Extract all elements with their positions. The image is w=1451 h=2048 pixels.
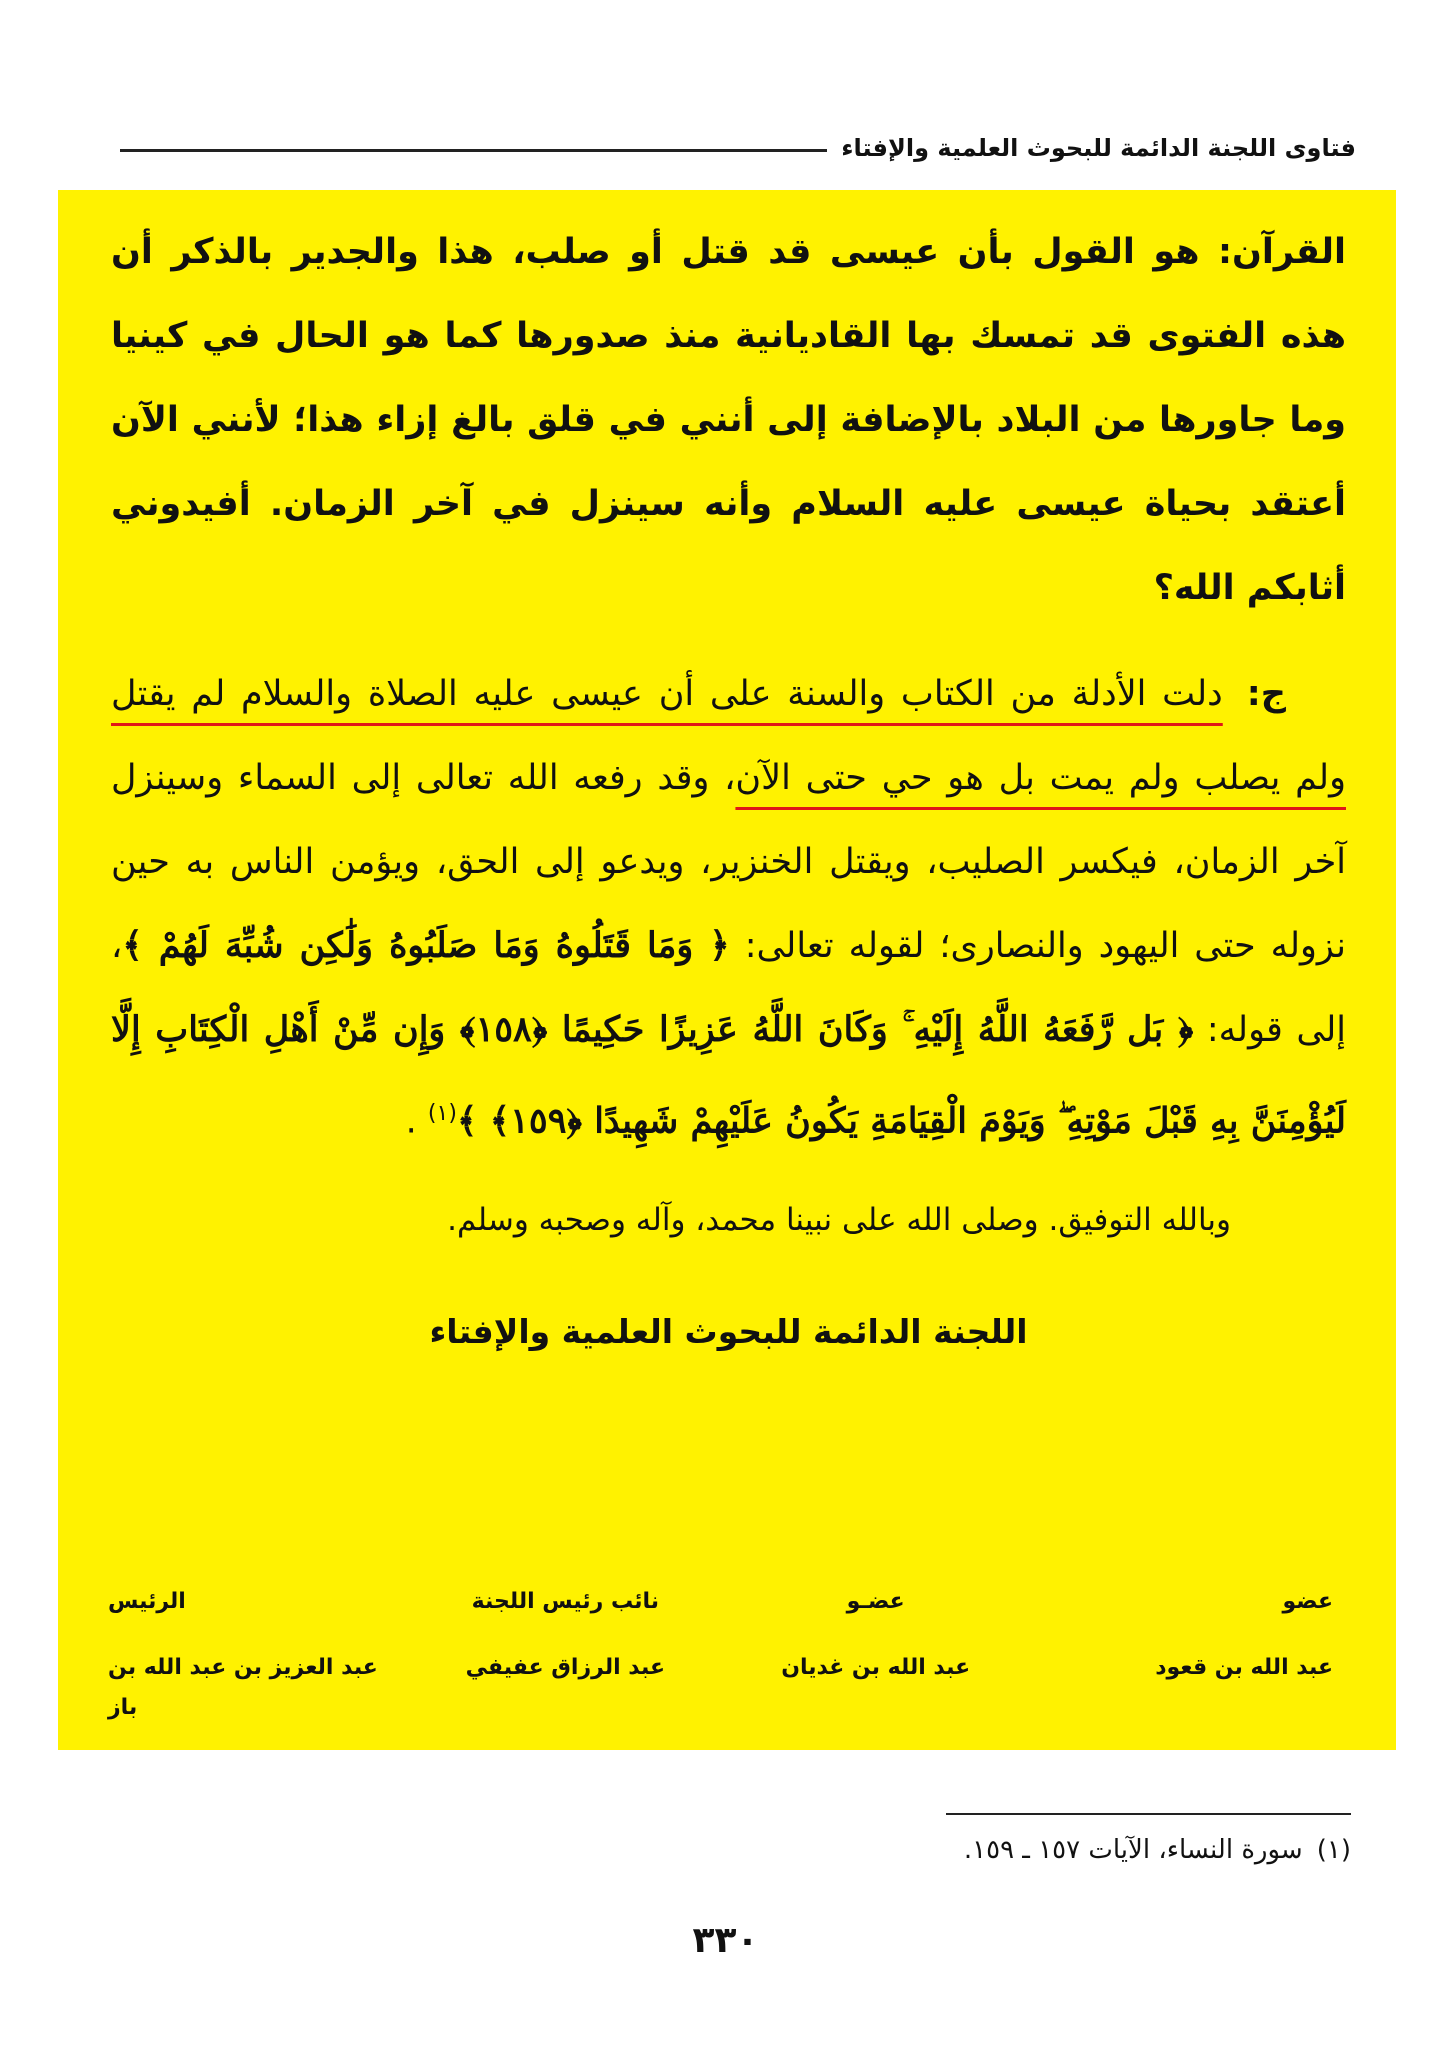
answer-end-mark: . bbox=[405, 1101, 417, 1142]
signatures-row bbox=[108, 1582, 1333, 1728]
signature-chairman bbox=[108, 1582, 402, 1728]
signature-member-1 bbox=[1039, 1582, 1333, 1728]
answer-paragraph bbox=[111, 652, 1346, 1164]
quran-verse-2: ﴿ بَل رَّفَعَهُ اللَّهُ إِلَيْهِ ۚ وَكَانَ اللَّهُ عَزِيزًا حَكِيمًا ﴿١٥٨﴾ وَإِن مِّنْ أَهْلِ الْكِتَابِ إِلَّا لَيُؤْمِنَنَّ بِهِ قَبْلَ مَوْتِهِ ۖ وَيَوْمَ الْقِيَامَةِ يَكُونُ عَلَيْهِمْ شَهِيدًا ﴿١٥٩﴾ ﴾ bbox=[111, 1009, 1346, 1142]
running-header bbox=[120, 128, 1356, 168]
signature-role: عضـو bbox=[846, 1589, 905, 1614]
footnote-number: (١) bbox=[1316, 1835, 1351, 1865]
signature-role: عضو bbox=[1282, 1589, 1333, 1614]
quran-verse-1: ﴿ وَمَا قَتَلُوهُ وَمَا صَلَبُوهُ وَلَٰكِن شُبِّهَ لَهُمْ ﴾ bbox=[122, 925, 730, 966]
signature-name: عبد الله بن غديان bbox=[781, 1655, 971, 1680]
page-number: ٣٣٠ bbox=[692, 1920, 759, 1961]
fatwa-body bbox=[111, 210, 1346, 1374]
answer-label: ج: bbox=[1246, 674, 1286, 714]
question-text: القرآن: هو القول بأن عيسى قد قتل أو صلب، هذا والجدير بالذكر أن هذه الفتوى قد تمسك بها القاديانية منذ صدورها كما هو الحال في كينيا وما جاورها من البلاد بالإضافة إلى أنني في قلق بالغ إزاء هذا؛ لأنني الآن أعتقد بحياة عيسى عليه السلام وأنه سينزل في آخر الزمان. أفيدوني أثابكم الله؟ bbox=[111, 232, 1346, 608]
signature-name: عبد الرزاق عفيفي bbox=[465, 1655, 666, 1680]
answer-underlined-text: دلت الأدلة من الكتاب والسنة على أن عيسى عليه الصلاة والسلام لم يقتل ولم يصلب ولم يمت بل هو حي حتى الآن bbox=[111, 674, 1346, 798]
signature-role: نائب رئيس اللجنة bbox=[471, 1589, 660, 1614]
running-title: فتاوى اللجنة الدائمة للبحوث العلمية والإفتاء bbox=[841, 134, 1356, 162]
signature-member-2 bbox=[729, 1582, 1023, 1728]
signature-name: عبد العزيز بن عبد الله بن باز bbox=[108, 1655, 378, 1720]
answer-between: ، إلى قوله: bbox=[111, 926, 1346, 1050]
committee-name: اللجنة الدائمة للبحوث العلمية والإفتاء bbox=[429, 1311, 1028, 1351]
header-rule bbox=[120, 149, 827, 152]
signature-vice-chairman bbox=[418, 1582, 712, 1728]
answer-continuation: ، وقد رفعه الله تعالى إلى السماء وسينزل آخر الزمان، فيكسر الصليب، ويقتل الخنزير، ويدعو إلى الحق، ويؤمن الناس به حين نزوله حتى اليهود والنصارى؛ لقوله تعالى: bbox=[111, 758, 1346, 966]
signature-name: عبد الله بن قعود bbox=[1155, 1655, 1333, 1680]
footnote-reference: (١) bbox=[427, 1101, 457, 1126]
footnote-text: سورة النساء، الآيات ١٥٧ ـ ١٥٩. bbox=[963, 1835, 1303, 1865]
closing-text: وبالله التوفيق. وصلى الله على نبينا محمد، وآله وصحبه وسلم. bbox=[447, 1201, 1231, 1238]
footnote bbox=[964, 1830, 1351, 1870]
footnote-rule bbox=[946, 1813, 1351, 1815]
signature-role: الرئيس bbox=[108, 1589, 186, 1614]
